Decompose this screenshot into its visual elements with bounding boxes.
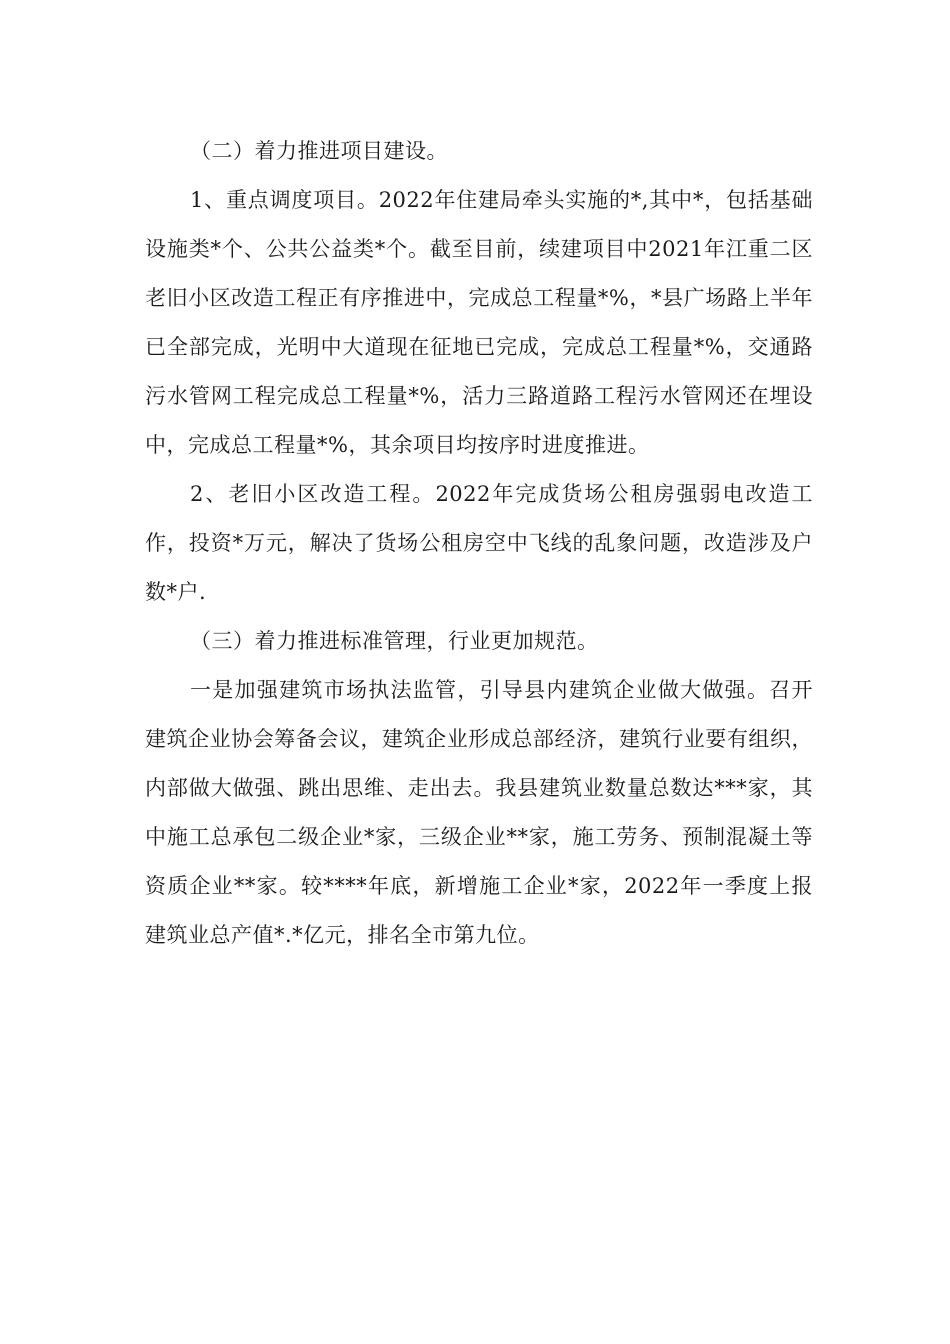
section-heading-3: （三）着力推进标准管理，行业更加规范。 bbox=[190, 629, 599, 653]
section-heading-2: （二）着力推进项目建设。 bbox=[190, 139, 448, 163]
paragraph-key-projects: 1、重点调度项目。2022年住建局牵头实施的*,其中*，包括基础设施类*个、公共公益类*个。截至目前，续建项目中2021年江重二区老旧小区改造工程正有序推进中，完成总工程量*%，*县广场路上半年已全部完成，光明中大道现在征地已完成，完成总工程量*%，交通路污水管网工程完成总工程量*%，活力三路道路工程污水管网还在埋设中，完成总工程量*%，其余项目均按序时进度推进。 bbox=[145, 188, 813, 457]
document-body bbox=[145, 127, 813, 960]
paragraph-market-supervision: 一是加强建筑市场执法监管，引导县内建筑企业做大做强。召开建筑企业协会筹备会议，建筑企业形成总部经济，建筑行业要有组织，内部做大做强、跳出思维、走出去。我县建筑业数量总数达***家，其中施工总承包二级企业*家，三级企业**家，施工劳务、预制混凝土等资质企业**家。较****年底，新增施工企业*家，2022年一季度上报建筑业总产值*.*亿元，排名全市第九位。 bbox=[145, 678, 813, 947]
paragraph-old-community-renovation: 2、老旧小区改造工程。2022年完成货场公租房强弱电改造工作，投资*万元，解决了货场公租房空中飞线的乱象问题，改造涉及户数*户. bbox=[145, 482, 813, 604]
